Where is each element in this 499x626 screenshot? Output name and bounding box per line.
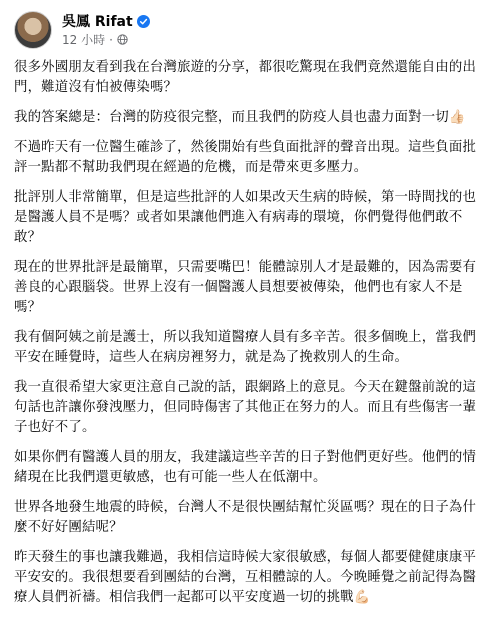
paragraph-text: 很多外國朋友看到我在台灣旅遊的分享，都很吃驚現在我們竟然還能自由的出門，難道沒有怕被傳染嗎？ <box>14 60 477 95</box>
paragraph-text: 批評別人非常簡單，但是這些批評的人如果改天生病的時候，第一時間找的也是醫護人員不是嗎？或者如果讓他們進入有病毒的環境，你們覺得他們敢不敢？ <box>14 190 477 245</box>
timestamp-row <box>62 32 150 48</box>
post-paragraph-2 <box>14 108 486 128</box>
post-paragraph-6 <box>14 328 486 368</box>
paragraph-text: 我一直很希望大家更注意自己說的話，跟網路上的意見。今天在鍵盤前說的這句話也許讓你發洩壓力，但同時傷害了其他正在努力的人。而且有些傷害一輩子也好不了。 <box>14 380 477 435</box>
verified-badge-icon <box>137 15 150 28</box>
post-meta <box>62 13 150 48</box>
globe-icon[interactable] <box>117 34 128 45</box>
author-row <box>62 13 150 31</box>
post-paragraph-3 <box>14 138 486 178</box>
post-paragraph-7 <box>14 378 486 438</box>
post-paragraph-4 <box>14 188 486 248</box>
paragraph-text: 我的答案總是：台灣的防疫很完整，而且我們的防疫人員也盡力面對一切 <box>14 110 449 125</box>
separator-dot: · <box>109 32 113 47</box>
paragraph-text: 世界各地發生地震的時候，台灣人不是很快團結幫忙災區嗎？現在的日子為什麼不好好團結呢？ <box>14 500 477 535</box>
post-body <box>14 58 486 618</box>
flexed-biceps-emoji-icon: 💪🏻 <box>353 590 371 605</box>
paragraph-text: 不過昨天有一位醫生確診了，然後開始有些負面批評的聲音出現。這些負面批評一點都不幫助我們現在經過的危機，而是帶來更多壓力。 <box>14 140 477 175</box>
post-paragraph-8 <box>14 448 486 488</box>
paragraph-text: 昨天發生的事也讓我難過，我相信這時候大家很敏感，每個人都要健健康康平平安安的。我很想要看到團結的台灣，互相體諒的人。今晚睡覺之前記得為醫療人員們祈禱。相信我們一起都可以平安度過一切的挑戰 <box>14 550 477 605</box>
post-timestamp[interactable]: 12 小時 <box>62 32 106 47</box>
paragraph-text: 現在的世界批評是最簡單，只需要嘴巴！能體諒別人才是最難的，因為需要有善良的心跟腦袋。世界上沒有一個醫護人員想要被傳染，他們也有家人不是嗎？ <box>14 260 477 315</box>
paragraph-text: 我有個阿姨之前是護士，所以我知道醫療人員有多辛苦。很多個晚上，當我們平安在睡覺時，這些人在病房裡努力，就是為了挽救別人的生命。 <box>14 330 477 365</box>
paragraph-text: 如果你們有醫護人員的朋友，我建議這些辛苦的日子對他們更好些。他們的情緒現在比我們還更敏感，也有可能一些人在低潮中。 <box>14 450 477 485</box>
post-paragraph-10 <box>14 548 486 608</box>
post-paragraph-5 <box>14 258 486 318</box>
post-header <box>14 10 150 50</box>
avatar[interactable] <box>14 11 52 49</box>
thumbs-up-emoji-icon: 👍🏻 <box>448 110 466 125</box>
post-paragraph-9 <box>14 498 486 538</box>
author-name[interactable]: 吳鳳 Rifat <box>62 13 133 30</box>
post-paragraph-1 <box>14 58 486 98</box>
